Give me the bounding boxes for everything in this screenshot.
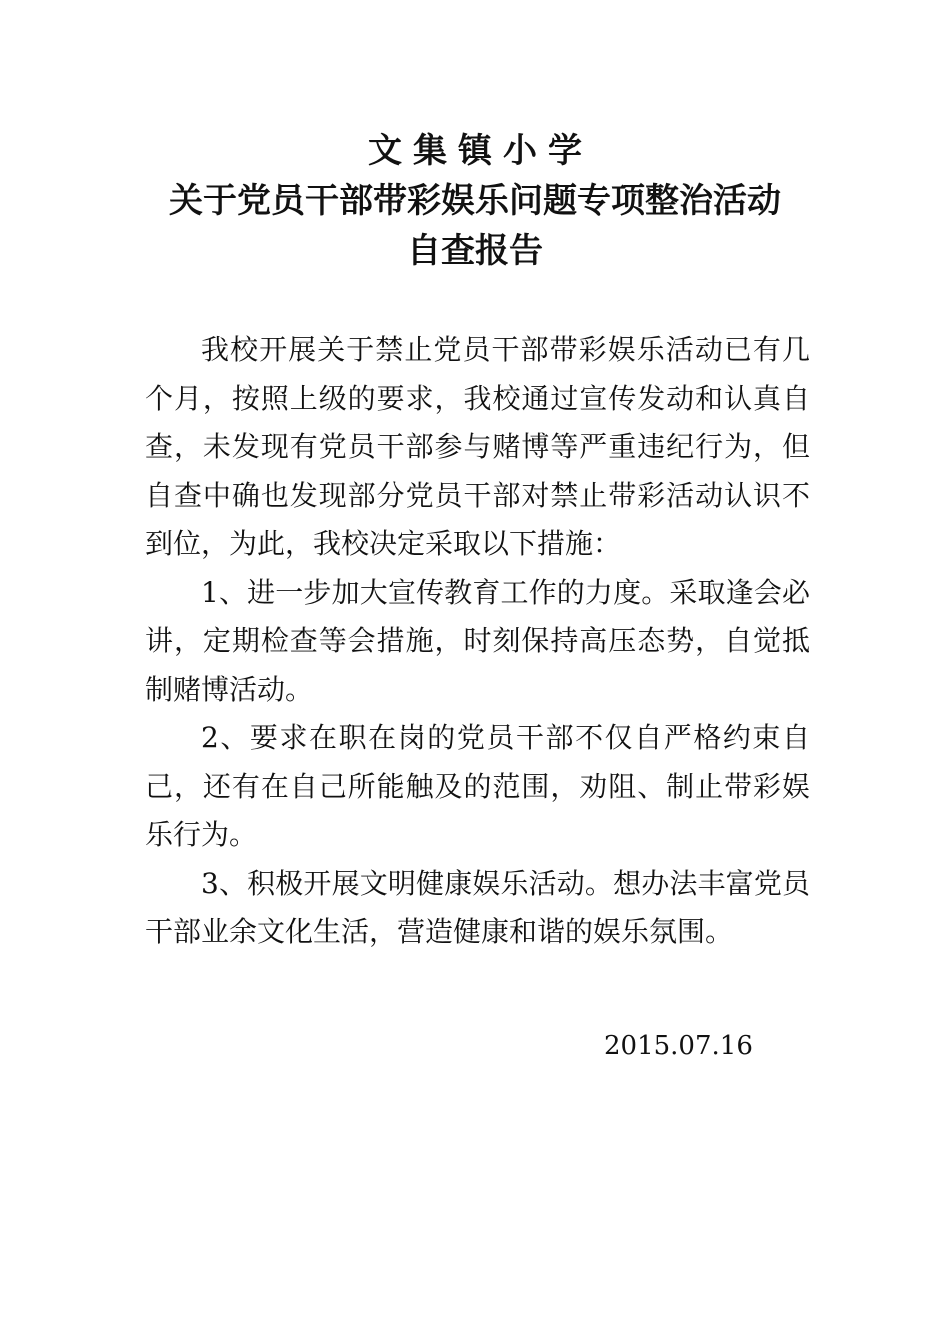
- document-body: [145, 326, 810, 957]
- measure-paragraph-1: 1、进一步加大宣传教育工作的力度。采取逢会必讲，定期检查等会措施，时刻保持高压态势，自觉抵制赌博活动。: [145, 575, 810, 706]
- intro-paragraph: 我校开展关于禁止党员干部带彩娱乐活动已有几个月，按照上级的要求，我校通过宣传发动和认真自查，未发现有党员干部参与赌博等严重违纪行为，但自查中确也发现部分党员干部对禁止带彩活动认识不到位，为此，我校决定采取以下措施：: [145, 333, 810, 560]
- measure-paragraph-2: 2、要求在职在岗的党员干部不仅自严格约束自己，还有在自己所能触及的范围，劝阻、制止带彩娱乐行为。: [145, 721, 810, 851]
- report-type: 自查报告: [407, 231, 543, 271]
- document-date: 2015.07.16: [604, 1031, 753, 1061]
- title-block: [0, 126, 950, 276]
- document-subject: 关于党员干部带彩娱乐问题专项整治活动: [169, 181, 781, 221]
- school-name: 文集镇小学: [368, 131, 593, 171]
- measure-paragraph-3: 3、积极开展文明健康娱乐活动。想办法丰富党员干部业余文化生活，营造健康和谐的娱乐氛围。: [145, 866, 810, 948]
